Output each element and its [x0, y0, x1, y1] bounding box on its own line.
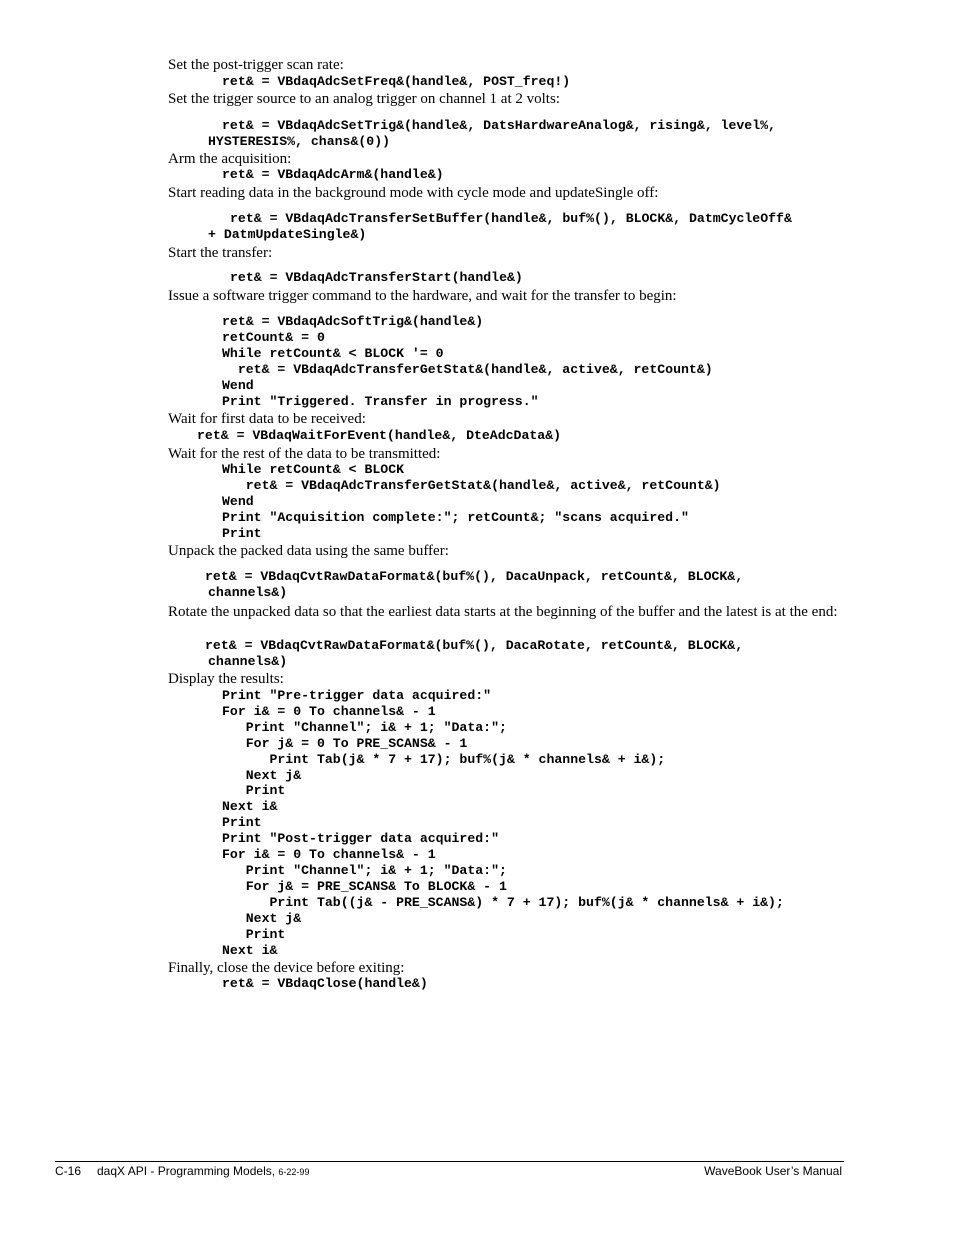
instruction-text: Rotate the unpacked data so that the earliest data starts at the beginning of the buffer and the latest is at the end: [168, 604, 838, 620]
code-block: While retCount& < BLOCK ret& = VBdaqAdcTransferGetStat&(handle&, active&, retCount&) Wend Print "Acquisition complete:"; retCount&; "scans acquired." Print [222, 462, 721, 541]
code-block: ret& = VBdaqAdcArm&(handle&) [222, 167, 444, 182]
instruction-text: Set the post-trigger scan rate: [168, 57, 344, 73]
code-block: ret& = VBdaqAdcTransferStart(handle&) [230, 270, 523, 285]
code-block: ret& = VBdaqClose(handle&) [222, 976, 428, 991]
code-block: ret& = VBdaqCvtRawDataFormat&(buf%(), DacaUnpack, retCount&, BLOCK&, channels&) [205, 569, 744, 600]
instruction-text: Wait for the rest of the data to be transmitted: [168, 446, 441, 462]
instruction-text: Display the results: [168, 671, 284, 687]
instruction-text: Start reading data in the background mode with cycle mode and updateSingle off: [168, 185, 659, 201]
code-block: ret& = VBdaqCvtRawDataFormat&(buf%(), DacaRotate, retCount&, BLOCK&, channels&) [205, 638, 744, 669]
instruction-text: Wait for first data to be received: [168, 411, 366, 427]
instruction-text: Finally, close the device before exiting: [168, 960, 405, 976]
instruction-text: Start the transfer: [168, 245, 273, 261]
footer-manual-title: WaveBook User’s Manual [704, 1164, 842, 1178]
code-block: ret& = VBdaqAdcSoftTrig&(handle&) retCount& = 0 While retCount& < BLOCK '= 0 ret& = VBdaqAdcTransferGetStat&(handle&, active&, retCount&) Wend Print "Triggered. Transfer in progress." [222, 314, 713, 409]
instruction-text: Set the trigger source to an analog trigger on channel 1 at 2 volts: [168, 91, 560, 107]
instruction-text: Unpack the packed data using the same buffer: [168, 543, 449, 559]
code-block: ret& = VBdaqWaitForEvent(handle&, DteAdcData&) [197, 428, 562, 443]
page-number: C-16 [55, 1164, 82, 1178]
instruction-text: Issue a software trigger command to the hardware, and wait for the transfer to begin: [168, 288, 677, 304]
footer-date: 6-22-99 [278, 1167, 310, 1177]
footer-section [97, 1164, 309, 1178]
code-block: ret& = VBdaqAdcSetFreq&(handle&, POST_freq!) [222, 74, 571, 89]
footer-section-title: daqX API - Programming Models, [97, 1164, 276, 1178]
code-block: ret& = VBdaqAdcSetTrig&(handle&, DatsHardwareAnalog&, rising&, level%, HYSTERESIS%, chans&(0)) [208, 118, 776, 149]
instruction-text: Arm the acquisition: [168, 151, 292, 167]
footer-divider [55, 1161, 844, 1162]
code-block: Print "Pre-trigger data acquired:" For i& = 0 To channels& - 1 Print "Channel"; i& + 1; "Data:"; For j& = 0 To PRE_SCANS& - 1 Print Tab(j& * 7 + 17); buf%(j& * channels& + i&); Next j& Print Next i& Print Print "Post-trigger data acquired:" For i& = 0 To channels& - 1 Print "Channel"; i& + 1; "Data:"; For j& = PRE_SCANS& To BLOCK& - 1 Print Tab((j& - PRE_SCANS&) * 7 + 17); buf%(j& * channels& + i&); Next j& Print Next i& [222, 688, 784, 958]
code-block: ret& = VBdaqAdcTransferSetBuffer(handle&, buf%(), BLOCK&, DatmCycleOff& + DatmUpdateSingle&) [208, 211, 792, 242]
